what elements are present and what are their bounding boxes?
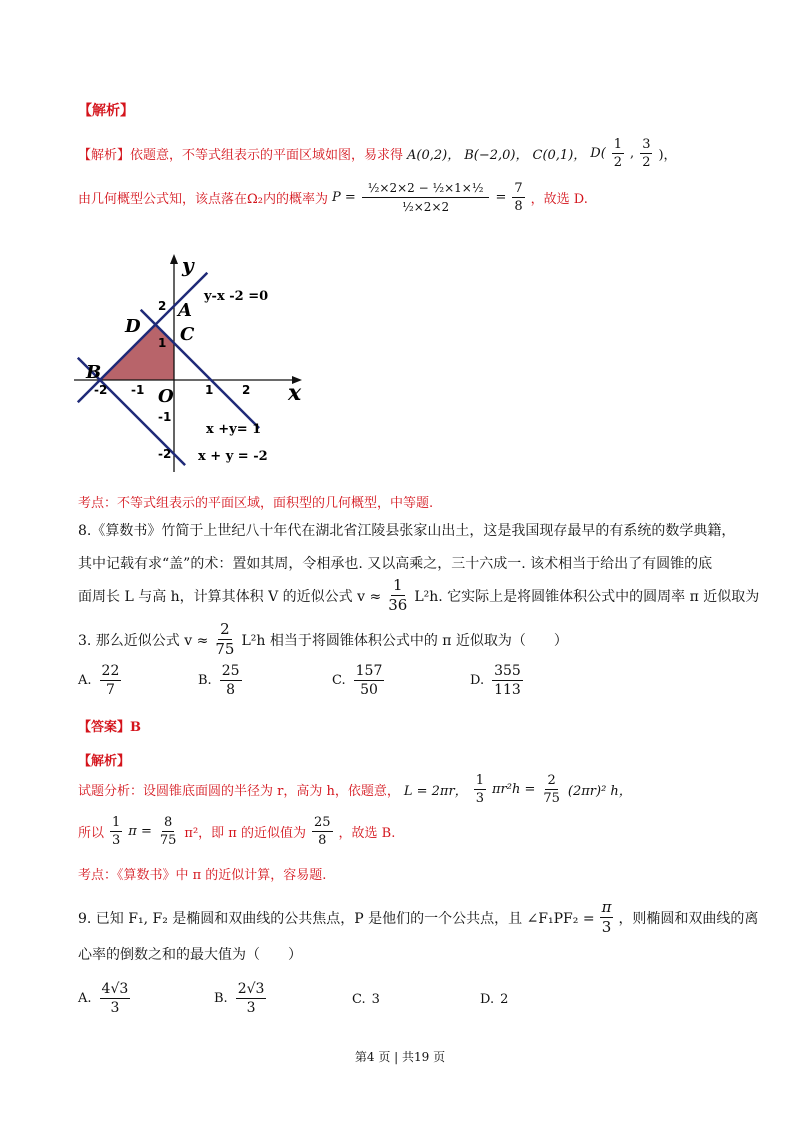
q8-option-c-label: C.: [332, 673, 346, 688]
q8-sol-frac-5: [312, 816, 333, 847]
q8-jiexi-heading: 【解析】: [78, 754, 131, 769]
q8-option-d-den: 113: [494, 682, 521, 698]
q8-sol2-b: π =: [128, 824, 152, 839]
label-C: C: [180, 324, 195, 345]
q8-sol-frac-2-num: 2: [547, 773, 556, 788]
q9-line-2: 心率的倒数之和的最大值为（ ）: [78, 947, 302, 963]
q8-option-c-den: 50: [360, 682, 378, 698]
q8-line-1: 8.《算数书》竹简于上世纪八十年代在湖北省江陵县张家山出土，这是我国现存最早的有系统的数学典籍，: [78, 523, 736, 539]
q8-sol-frac-5-den: 8: [318, 833, 327, 848]
q8-sol-frac-1-den: 3: [475, 791, 484, 806]
q8-option-a-num: 22: [101, 663, 120, 679]
point-D-suffix: )，: [658, 148, 677, 163]
q8-frac-1: [386, 578, 409, 613]
x-tick-label: 1: [205, 383, 214, 397]
q8-line-4: [78, 622, 568, 657]
q8-option-c: [332, 664, 386, 697]
q8-sol1-b: L = 2πr，: [403, 784, 468, 799]
q8-frac-1-den: 36: [388, 596, 408, 614]
q8-sol1-c: πr²h =: [491, 782, 536, 797]
q8-sol-frac-3-num: 1: [112, 815, 121, 830]
q9-angle-frac: [600, 900, 614, 935]
x-tick-label: -2: [94, 383, 108, 397]
region-graph: [70, 250, 310, 480]
x-tick-label: -1: [131, 383, 145, 397]
q9-line-1-a: 9. 已知 F₁, F₂ 是椭圆和双曲线的公共焦点，P 是他们的一个公共点，且 ∠F₁PF₂ =: [78, 910, 595, 927]
q8-sol-frac-1: [474, 774, 486, 805]
q9-line-1-b: ，则椭圆和双曲线的离: [618, 910, 759, 927]
q8-sol-frac-4: [158, 816, 179, 847]
q9-option-a: [78, 982, 132, 1015]
q8-option-c-num: 157: [355, 663, 383, 679]
q9-option-a-den: 3: [110, 1000, 120, 1016]
analysis-line-2-text: 由几何概型公式知，该点落在Ω₂内的概率为: [78, 192, 328, 207]
q8-sol-frac-2: [541, 774, 562, 805]
q8-sol1-a: 试题分析：设圆锥底面圆的半径为 r，高为 h，依题意，: [78, 784, 400, 799]
q8-line-4-b: L²h 相当于将圆锥体积公式中的 π 近似取为（ ）: [241, 632, 568, 649]
label-O: O: [158, 386, 174, 407]
q9-option-d-text: 2: [500, 992, 509, 1007]
point-D-prefix: D(: [590, 146, 606, 161]
q9-option-c-text: 3: [371, 992, 380, 1007]
equation-y-x-2: y-x -2 =0: [204, 289, 269, 304]
point-C: C(0,1)，: [532, 148, 587, 163]
kaodian-1: 考点：不等式组表示的平面区域，面积型的几何概型，中等题.: [78, 496, 434, 511]
q8-sol-frac-2-den: 75: [543, 791, 560, 806]
q8-sol-frac-1-num: 1: [475, 773, 484, 788]
analysis-line-1-text: 【解析】依题意，不等式组表示的平面区域如图，易求得: [78, 148, 404, 163]
y-axis-arrow: [170, 254, 178, 264]
y-tick-label: -2: [158, 447, 172, 461]
q8-line-4-a: 3. 那么近似公式 v ≈: [78, 632, 209, 649]
q8-option-a-den: 7: [105, 682, 115, 698]
q9-line-1: [78, 900, 758, 935]
q8-option-b-num: 25: [221, 663, 240, 679]
equation-x-y-neg2: x + y = -2: [198, 449, 268, 464]
kaodian-2: 考点：《算数书》中 π 的近似计算，容易题.: [78, 868, 327, 883]
label-A: A: [178, 300, 192, 321]
q9-option-d: [480, 992, 508, 1007]
q8-sol-frac-4-num: 8: [164, 815, 173, 830]
q8-sol-frac-5-num: 25: [314, 815, 331, 830]
q8-line-2: 其中记载有求“盖”的术：置如其周，令相承也. 又以高乘之，三十六成一. 该术相当于给出了有圆锥的底: [78, 556, 713, 572]
y-tick-label: -1: [158, 410, 172, 424]
page-footer: 第4 页 | 共19 页: [354, 1050, 446, 1064]
q8-option-b: [198, 664, 244, 697]
label-B: B: [86, 362, 102, 383]
q8-line-3-a: 面周长 L 与高 h，计算其体积 V 的近似公式 v ≈: [78, 588, 382, 605]
y-tick-label: 2: [158, 299, 167, 313]
P-eq: P =: [332, 190, 356, 205]
q8-sol1-d: (2πr)² h，: [567, 784, 632, 799]
point-D-x-den: 2: [613, 155, 623, 170]
q8-option-a: [78, 664, 123, 697]
q8-frac-1-num: 1: [392, 576, 403, 594]
label-D: D: [125, 316, 141, 337]
q8-line-3: [78, 578, 759, 613]
probability-num: ½×2×2 − ½×1×½: [362, 182, 490, 198]
q8-option-b-den: 8: [226, 682, 236, 698]
q8-solution-line-2: [78, 816, 395, 847]
q9-option-c: [352, 992, 380, 1007]
analysis-line-2: [78, 182, 588, 213]
equation-x-y-1: x +y= 1: [206, 422, 262, 437]
q8-sol-frac-3: [110, 816, 122, 847]
q8-option-d: [470, 664, 525, 697]
P-result-eq: =: [495, 190, 507, 205]
q8-option-d-label: D.: [470, 673, 485, 688]
q8-option-b-label: B.: [198, 673, 212, 688]
q9-option-a-num: 4√3: [101, 981, 129, 997]
q8-sol2-c: π²，即 π 的近似值为: [184, 826, 306, 841]
q9-option-a-label: A.: [78, 991, 92, 1006]
analysis-line-2-suffix: ，故选 D.: [530, 192, 588, 207]
point-A: A(0,2)，: [407, 148, 461, 163]
analysis-line-1: 【解析】依题意，不等式组表示的平面区域如图，易求得 A(0,2)， B(−2,0)， C(0,1)， D( $\frac{1}{2}$ , $\frac{3}{2}$ )，: [78, 137, 677, 170]
q9-option-b-den: 3: [246, 1000, 256, 1016]
y-axis-label: y: [182, 253, 194, 277]
probability-result-den: 8: [514, 199, 523, 214]
q8-sol2-a: 所以: [78, 826, 105, 841]
point-D-x: [612, 138, 624, 169]
q9-option-b-num: 2√3: [237, 981, 265, 997]
analysis-heading: 【解析】: [78, 103, 134, 119]
x-tick-label: 2: [242, 383, 251, 397]
probability-fraction: [362, 182, 490, 213]
x-axis-label: x: [288, 380, 302, 406]
point-D-y-den: 2: [642, 155, 651, 170]
q9-angle-den: 3: [601, 918, 612, 936]
probability-den: ½×2×2: [402, 200, 450, 214]
q8-sol-frac-4-den: 75: [159, 833, 177, 848]
q8-frac-2-num: 2: [220, 620, 230, 638]
q8-option-a-label: A.: [78, 673, 92, 688]
point-D-x-num: 1: [613, 137, 623, 152]
q8-answer: 【答案】B: [78, 720, 141, 735]
q9-option-c-label: C.: [352, 992, 366, 1007]
q9-option-b-label: B.: [214, 991, 228, 1006]
q8-sol-frac-3-den: 3: [112, 833, 121, 848]
q8-option-d-num: 355: [494, 663, 521, 679]
point-D-y-num: 3: [642, 137, 651, 152]
q8-sol2-d: ，故选 B.: [338, 826, 396, 841]
q9-angle-num: π: [601, 898, 612, 916]
q8-frac-2-den: 75: [215, 640, 235, 658]
probability-result-num: 7: [514, 181, 523, 196]
q9-option-d-label: D.: [480, 992, 495, 1007]
point-B: B(−2,0)，: [464, 148, 529, 163]
q8-line-3-b: L²h. 它实际上是将圆锥体积公式中的圆周率 π 近似取为: [414, 588, 760, 605]
probability-result: [512, 182, 524, 213]
point-D-y: [640, 138, 652, 169]
q8-solution-line-1: [78, 774, 632, 805]
q9-option-b: [214, 982, 268, 1015]
q8-frac-2: [213, 622, 236, 657]
y-tick-label: 1: [158, 336, 167, 350]
